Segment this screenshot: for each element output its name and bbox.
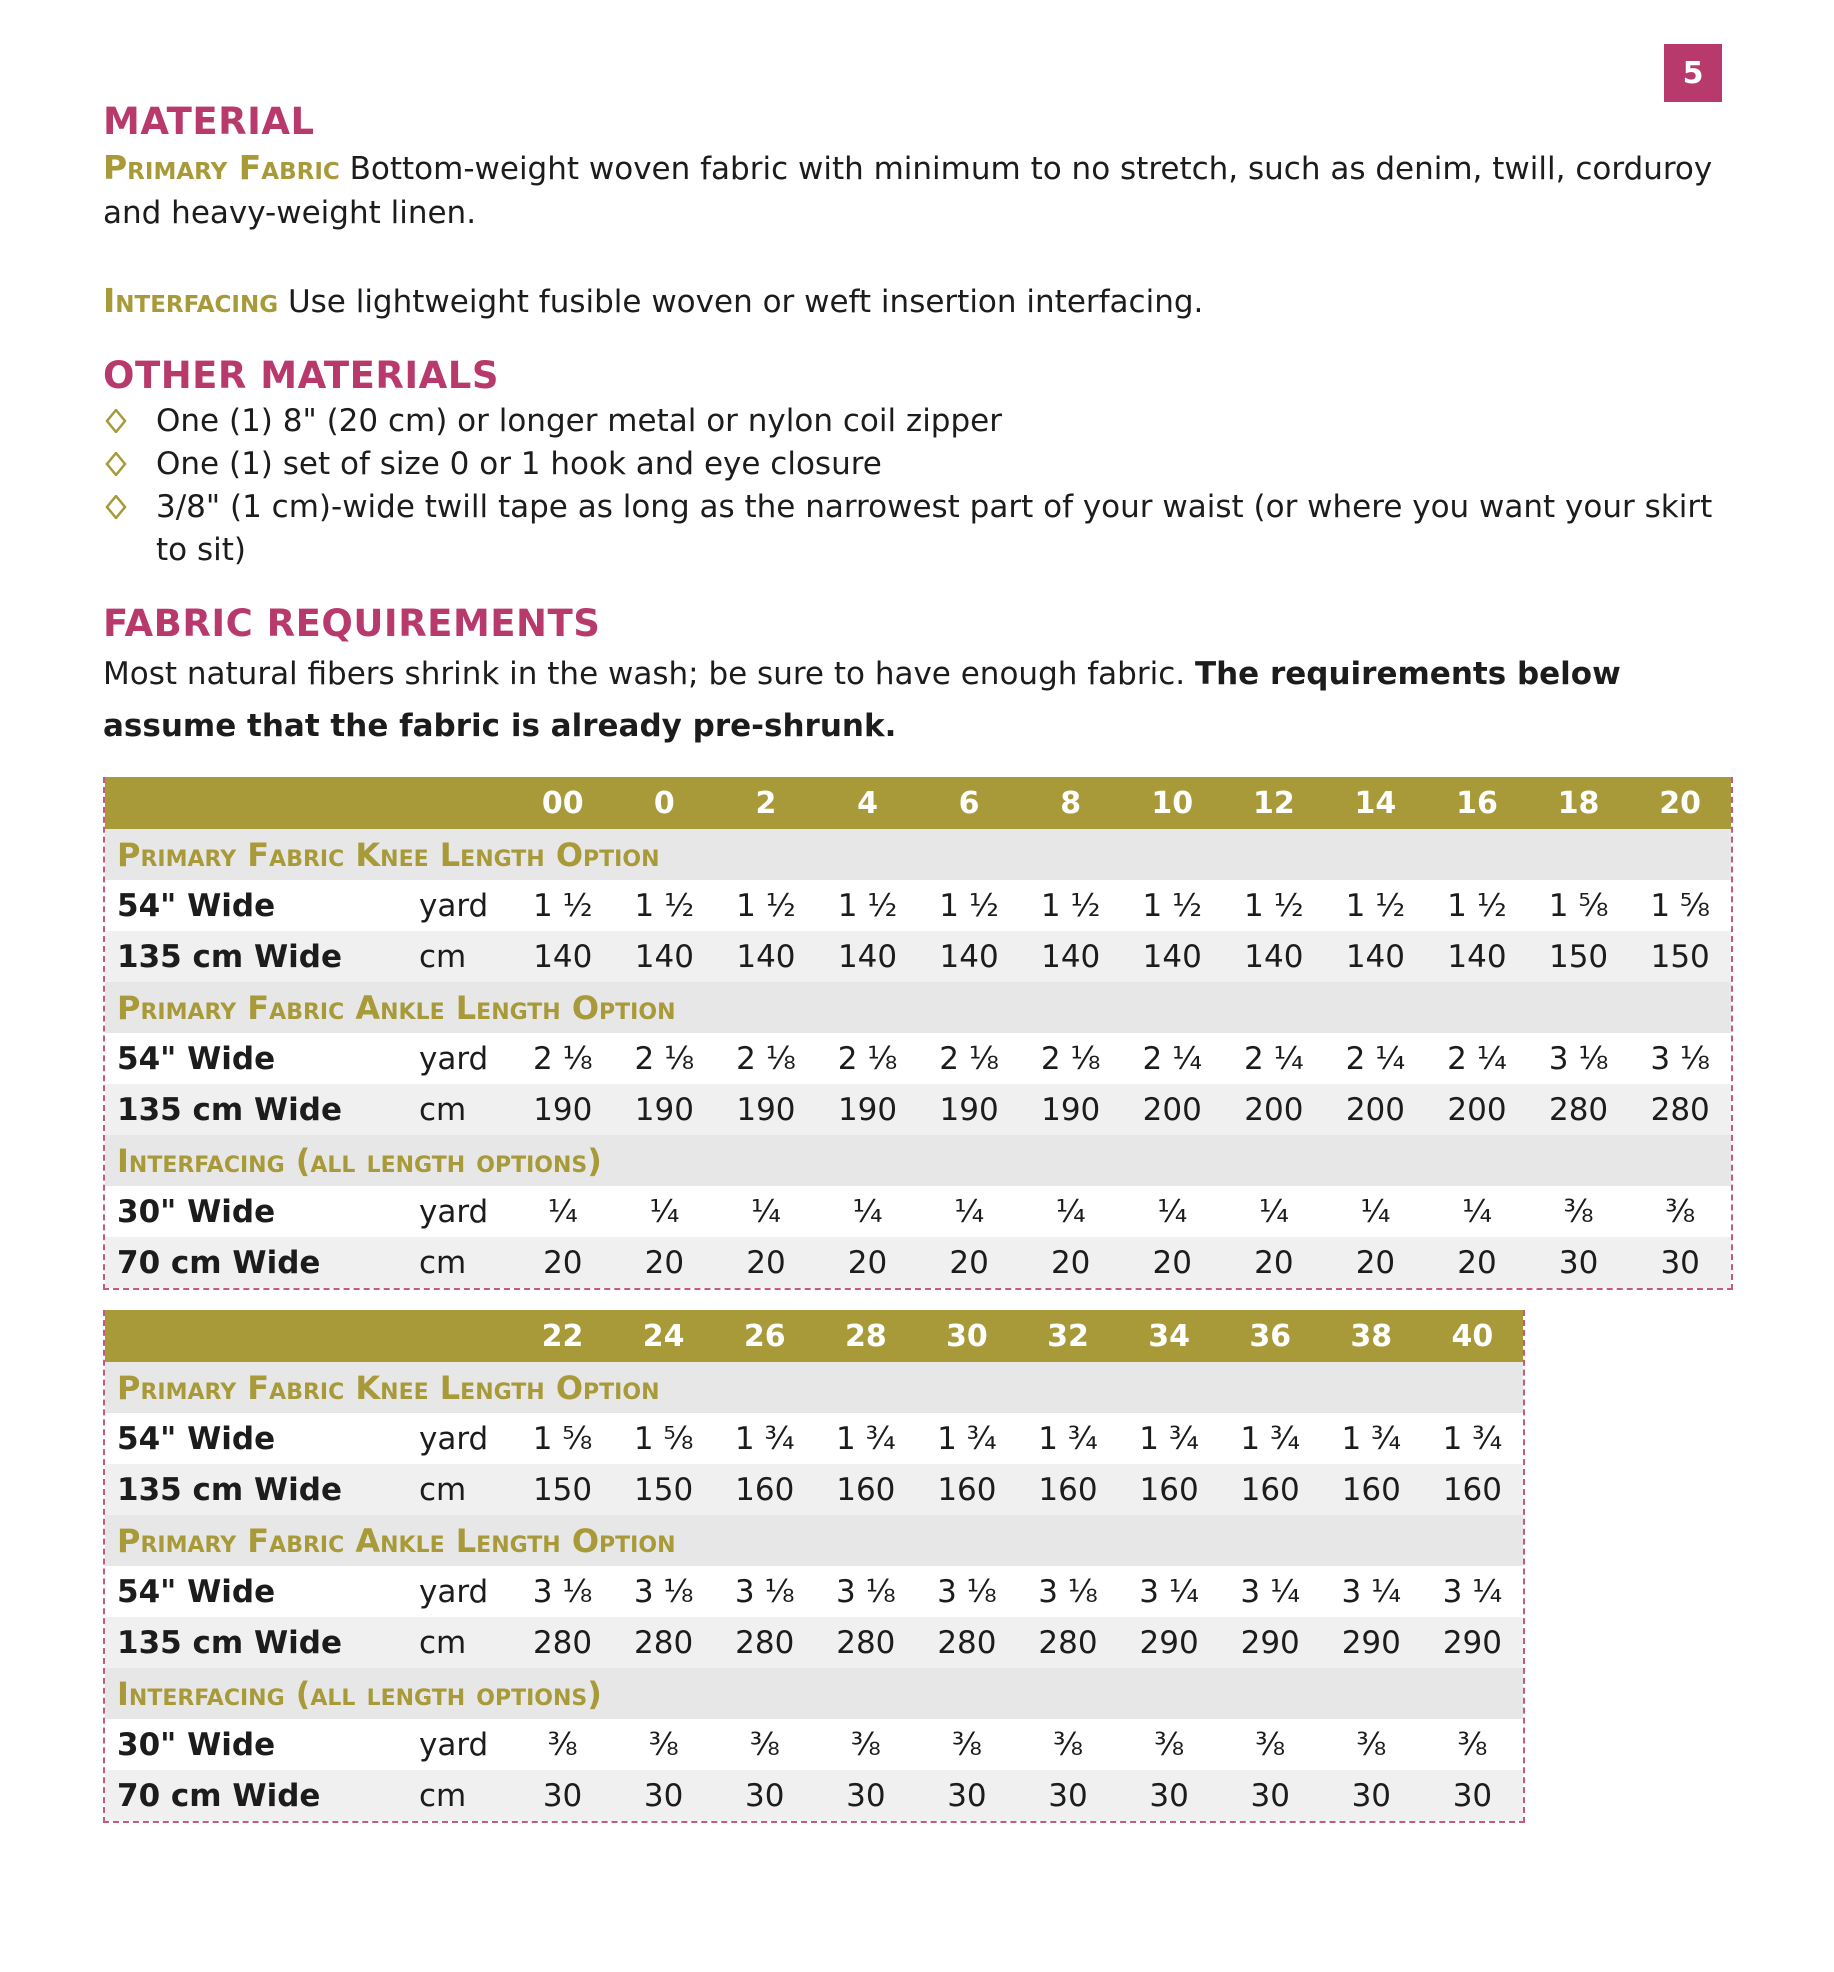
value-cell: 280 [512,1617,613,1668]
size-header-cell: 10 [1121,777,1223,829]
value-cell: 190 [817,1084,919,1135]
value-cell: 30 [714,1770,815,1821]
value-cell: 290 [1422,1617,1523,1668]
value-cell: 280 [1528,1084,1630,1135]
value-cell: ⅜ [1154,1726,1185,1763]
value-cell: 3 ¼ [1341,1573,1402,1610]
value-cell: 20 [918,1237,1020,1288]
table-row [105,1566,1523,1617]
value-cell: 140 [817,931,919,982]
value-cell: 140 [1223,931,1325,982]
section-title: Primary Fabric Ankle Length Option [105,1515,1523,1566]
value-cell: 2 ¼ [1244,1040,1304,1077]
value-cell: ⅜ [850,1726,881,1763]
size-table-2 [103,1310,1525,1823]
section-row [105,1362,1523,1413]
value-cell: 3 ⅛ [1548,1040,1609,1077]
table-row [105,1237,1731,1288]
value-cell: 140 [918,931,1020,982]
note-bold-text: The requirements below assume that the fabric is already pre-shrunk. [103,656,1621,744]
value-cell: 150 [1629,931,1731,982]
value-cell: 290 [1119,1617,1220,1668]
row-unit: cm [411,1770,512,1821]
header-blank-cell [411,1310,512,1362]
table-row [105,931,1731,982]
row-unit: cm [411,931,512,982]
size-header-cell: 32 [1017,1310,1118,1362]
value-cell: 20 [1426,1237,1528,1288]
value-cell: 1 ½ [1244,887,1304,924]
value-cell: 200 [1121,1084,1223,1135]
primary-fabric-text: Bottom-weight woven fabric with minimum to no stretch, such as denim, twill, corduroy and heavy-weight linen. [103,151,1713,231]
value-cell: 1 ⅝ [532,1420,593,1457]
value-cell: 280 [1629,1084,1731,1135]
row-label: 54" Wide [117,887,276,924]
value-cell: 30 [1629,1237,1731,1288]
value-cell: ¼ [852,1193,883,1230]
value-cell: 30 [1528,1237,1630,1288]
interfacing-paragraph [103,279,1733,324]
value-cell: 30 [916,1770,1017,1821]
row-unit: cm [411,1464,512,1515]
value-cell: 1 ½ [1447,887,1507,924]
value-cell: 1 ½ [1345,887,1406,924]
value-cell: 200 [1223,1084,1325,1135]
value-cell: ¼ [649,1193,680,1230]
value-cell: 280 [916,1617,1017,1668]
value-cell: ⅜ [1457,1726,1488,1763]
value-cell: 150 [613,1464,714,1515]
value-cell: 140 [1426,931,1528,982]
value-cell: 1 ¾ [734,1420,795,1457]
value-cell: 150 [1528,931,1630,982]
row-label: 30" Wide [117,1193,276,1230]
page-number-badge: 5 [1664,44,1722,102]
size-header-cell: 8 [1020,777,1122,829]
value-cell: 20 [512,1237,614,1288]
value-cell: 2 ¼ [1447,1040,1507,1077]
value-cell: 20 [817,1237,919,1288]
size-header-cell: 40 [1422,1310,1523,1362]
section-row [105,1135,1731,1186]
list-item [103,486,1733,572]
value-cell: 1 ¾ [836,1420,896,1457]
table-row [105,1770,1523,1821]
table-row [105,1033,1731,1084]
row-label: 135 cm Wide [105,931,411,982]
value-cell: 1 ½ [736,887,796,924]
value-cell: 160 [1422,1464,1523,1515]
value-cell: ⅜ [547,1726,578,1763]
size-header-cell: 14 [1325,777,1427,829]
size-header-cell: 12 [1223,777,1325,829]
value-cell: 2 ⅛ [939,1040,999,1077]
value-cell: 190 [1020,1084,1122,1135]
section-title: Primary Fabric Knee Length Option [105,1362,1523,1413]
value-cell: 1 ½ [939,887,999,924]
value-cell: ¼ [1360,1193,1391,1230]
list-item-text: One (1) 8" (20 cm) or longer metal or nylon coil zipper [156,403,1002,439]
value-cell: 1 ⅝ [1548,887,1609,924]
interfacing-text: Use lightweight fusible woven or weft insertion interfacing. [287,284,1204,320]
size-header-cell: 36 [1220,1310,1321,1362]
value-cell: 160 [916,1464,1017,1515]
value-cell: ⅜ [951,1726,982,1763]
value-cell: 140 [1325,931,1427,982]
value-cell: 200 [1426,1084,1528,1135]
value-cell: 3 ⅛ [836,1573,896,1610]
size-header-cell: 28 [815,1310,916,1362]
value-cell: ¼ [1461,1193,1493,1230]
value-cell: 280 [815,1617,916,1668]
value-cell: 1 ½ [634,887,695,924]
value-cell: 140 [614,931,716,982]
value-cell: 1 ¾ [1240,1420,1301,1457]
row-label: 54" Wide [117,1040,276,1077]
value-cell: 1 ¾ [1038,1420,1098,1457]
value-cell: ¼ [1157,1193,1188,1230]
section-row [105,829,1731,880]
value-cell: 2 ⅛ [532,1040,593,1077]
value-cell: 30 [1422,1770,1523,1821]
value-cell: ⅜ [648,1726,679,1763]
row-label: 135 cm Wide [105,1617,411,1668]
primary-fabric-lead: Primary Fabric [103,148,340,187]
row-unit: cm [411,1084,512,1135]
value-cell: 2 ⅛ [634,1040,695,1077]
value-cell: 30 [1119,1770,1220,1821]
value-cell: 20 [1121,1237,1223,1288]
size-header-cell: 38 [1321,1310,1422,1362]
value-cell: 200 [1325,1084,1427,1135]
size-header-cell: 34 [1119,1310,1220,1362]
section-row [105,1515,1523,1566]
value-cell: 290 [1321,1617,1422,1668]
value-cell: ¼ [1055,1193,1086,1230]
value-cell: 280 [613,1617,714,1668]
size-header-cell: 26 [714,1310,815,1362]
value-cell: ⅜ [749,1726,780,1763]
value-cell: 160 [1220,1464,1321,1515]
header-blank-cell [411,777,512,829]
value-cell: 3 ⅛ [1650,1040,1710,1077]
value-cell: 1 ¾ [1442,1420,1503,1457]
size-header-cell: 24 [613,1310,714,1362]
value-cell: 20 [614,1237,716,1288]
value-cell: 2 ⅛ [837,1040,898,1077]
other-materials-heading: OTHER MATERIALS [103,354,500,397]
row-unit: yard [419,887,489,924]
value-cell: 30 [512,1770,613,1821]
value-cell: 3 ⅛ [532,1573,593,1610]
value-cell: 3 ¼ [1139,1573,1199,1610]
value-cell: 160 [1321,1464,1422,1515]
row-label: 30" Wide [117,1726,276,1763]
value-cell: 2 ⅛ [1040,1040,1101,1077]
value-cell: ⅜ [1665,1193,1696,1230]
value-cell: 3 ⅛ [1038,1573,1098,1610]
size-header-cell: 0 [614,777,716,829]
table-row [105,1186,1731,1237]
list-item [103,400,1733,443]
value-cell: 150 [512,1464,613,1515]
value-cell: 160 [1017,1464,1118,1515]
fabric-requirements-heading: FABRIC REQUIREMENTS [103,602,601,645]
note-plain-text: Most natural fibers shrink in the wash; be sure to have enough fabric. [103,656,1195,692]
diamond-bullet-icon [105,495,127,519]
value-cell: 1 ¾ [1341,1420,1402,1457]
row-unit: yard [419,1420,489,1457]
section-row [105,982,1731,1033]
value-cell: 290 [1220,1617,1321,1668]
table-row [105,1617,1523,1668]
value-cell: 140 [1121,931,1223,982]
value-cell: 190 [512,1084,614,1135]
row-unit: cm [411,1617,512,1668]
value-cell: 2 ¼ [1345,1040,1406,1077]
value-cell: 20 [1223,1237,1325,1288]
row-unit: yard [419,1573,489,1610]
value-cell: 1 ½ [837,887,898,924]
table-row [105,1719,1523,1770]
section-title: Primary Fabric Knee Length Option [105,829,1731,880]
primary-fabric-paragraph [103,146,1733,235]
value-cell: ⅜ [1563,1193,1594,1230]
value-cell: 3 ⅛ [633,1573,694,1610]
size-header-row [105,777,1731,829]
value-cell: 20 [1325,1237,1427,1288]
value-cell: ⅜ [1052,1726,1084,1763]
value-cell: 20 [715,1237,817,1288]
list-item-text: 3/8" (1 cm)-wide twill tape as long as the narrowest part of your waist (or where you want your skirt to sit) [156,489,1713,568]
size-header-cell: 30 [916,1310,1017,1362]
size-header-cell: 00 [512,777,614,829]
section-title: Interfacing (all length options) [105,1135,1731,1186]
size-header-cell: 6 [918,777,1020,829]
value-cell: 30 [613,1770,714,1821]
material-heading: MATERIAL [103,100,315,143]
value-cell: 1 ¾ [937,1420,997,1457]
value-cell: 1 ½ [1142,887,1203,924]
row-label: 70 cm Wide [105,1770,411,1821]
value-cell: 30 [815,1770,916,1821]
row-label: 54" Wide [117,1420,276,1457]
value-cell: 160 [815,1464,916,1515]
section-row [105,1668,1523,1719]
size-header-cell: 18 [1528,777,1630,829]
row-unit: cm [411,1237,512,1288]
value-cell: 160 [1119,1464,1220,1515]
other-materials-list [103,400,1733,572]
section-title: Interfacing (all length options) [105,1668,1523,1719]
size-header-cell: 4 [817,777,919,829]
value-cell: 1 ½ [532,887,593,924]
value-cell: 190 [715,1084,817,1135]
value-cell: 2 ¼ [1142,1040,1203,1077]
value-cell: ¼ [954,1193,985,1230]
value-cell: 140 [715,931,817,982]
table-row [105,1084,1731,1135]
value-cell: 160 [714,1464,815,1515]
size-header-row [105,1310,1523,1362]
table-row [105,880,1731,931]
row-label: 54" Wide [117,1573,276,1610]
value-cell: ¼ [1258,1193,1289,1230]
row-label: 135 cm Wide [105,1084,411,1135]
value-cell: 1 ⅝ [1650,887,1710,924]
list-item [103,443,1733,486]
fabric-requirements-note [103,648,1733,752]
value-cell: 140 [1020,931,1122,982]
value-cell: 30 [1321,1770,1422,1821]
value-cell: 190 [918,1084,1020,1135]
diamond-bullet-icon [105,409,127,433]
value-cell: 1 ⅝ [633,1420,694,1457]
value-cell: ¼ [750,1193,781,1230]
table-row [105,1413,1523,1464]
size-header-cell: 22 [512,1310,613,1362]
header-blank-cell [105,1310,411,1362]
value-cell: ¼ [547,1193,578,1230]
row-label: 135 cm Wide [105,1464,411,1515]
value-cell: 1 ¾ [1139,1420,1199,1457]
value-cell: 280 [714,1617,815,1668]
value-cell: 3 ⅛ [937,1573,997,1610]
table-row [105,1464,1523,1515]
size-header-cell: 16 [1426,777,1528,829]
value-cell: 190 [614,1084,716,1135]
value-cell: 30 [1220,1770,1321,1821]
value-cell: 3 ⅛ [734,1573,795,1610]
value-cell: 20 [1020,1237,1122,1288]
value-cell: 140 [512,931,614,982]
value-cell: 3 ¼ [1442,1573,1503,1610]
list-item-text: One (1) set of size 0 or 1 hook and eye closure [156,446,882,482]
row-unit: yard [419,1726,489,1763]
value-cell: 2 ⅛ [736,1040,796,1077]
value-cell: ⅜ [1255,1726,1286,1763]
page-content [103,98,1733,752]
header-blank-cell [105,777,411,829]
section-title: Primary Fabric Ankle Length Option [105,982,1731,1033]
interfacing-lead: Interfacing [103,281,279,320]
row-label: 70 cm Wide [105,1237,411,1288]
size-table-1 [103,777,1733,1290]
value-cell: ⅜ [1356,1726,1387,1763]
value-cell: 3 ¼ [1240,1573,1301,1610]
size-header-cell: 2 [715,777,817,829]
value-cell: 280 [1017,1617,1118,1668]
size-header-cell: 20 [1629,777,1731,829]
value-cell: 30 [1017,1770,1118,1821]
row-unit: yard [419,1040,489,1077]
diamond-bullet-icon [105,452,127,476]
value-cell: 1 ½ [1040,887,1101,924]
row-unit: yard [419,1193,489,1230]
